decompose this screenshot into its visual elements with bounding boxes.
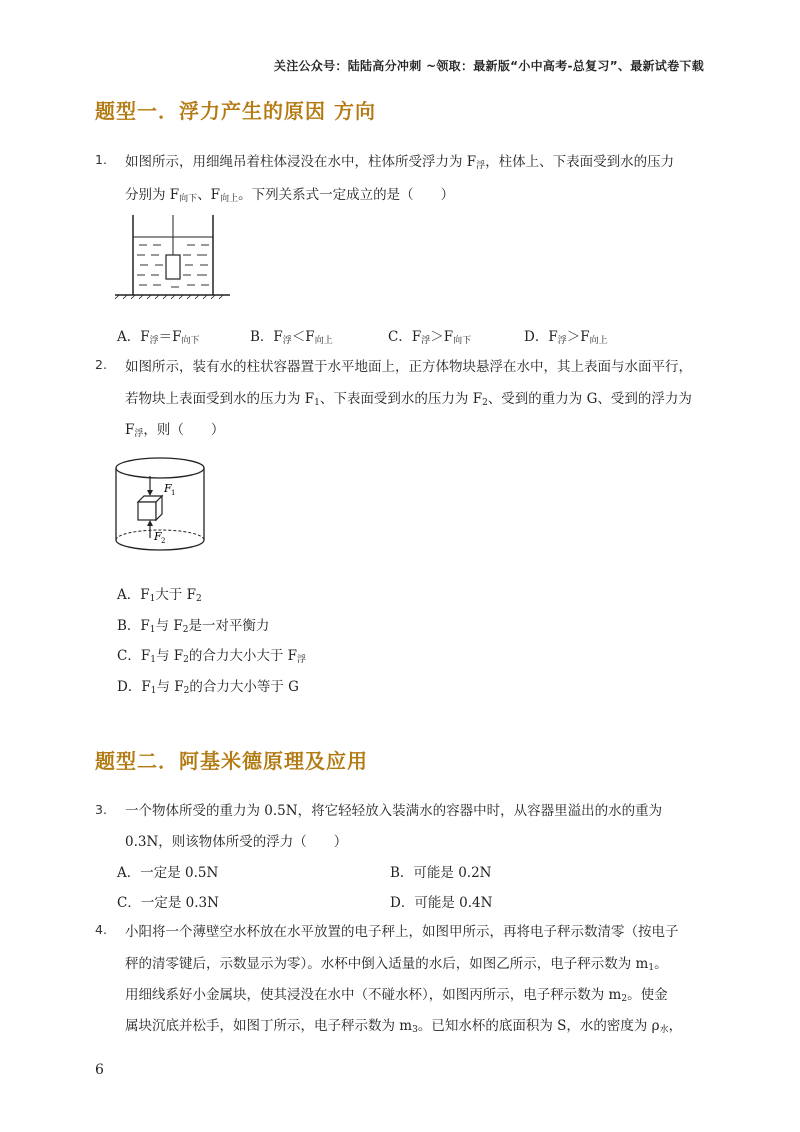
label-f2: F bbox=[154, 530, 162, 543]
label-f1: F bbox=[164, 482, 172, 495]
question-2-line-2: 若物块上表面受到水的压力为 $F_1$、下表面受到水的压力为 $F_2$、受到的重力为 G、受到的浮力为 bbox=[125, 391, 692, 408]
question-number: 4. bbox=[95, 922, 107, 937]
question-4-line-2: 秤的清零键后，示数显示为零）。水杯中倒入适量的水后，如图乙所示，电子秤示数为 $m_1$。 bbox=[125, 956, 668, 973]
question-3-line-2: 0.3N，则该物体所受的浮力（ ） bbox=[125, 834, 348, 850]
question-number: 2. bbox=[95, 357, 107, 372]
question-1-line-2: 分别为 $F_{向下}$、$F_{向上}$。下列关系式一定成立的是（ ） bbox=[125, 187, 455, 204]
label-f2-sub: 2 bbox=[161, 537, 166, 545]
q2-option-c[interactable]: C．$F_1$与 $F_2$的合力大小大于 $F_浮$ bbox=[117, 648, 307, 665]
section-title-2: 题型二．阿基米德原理及应用 bbox=[95, 749, 368, 773]
q1-option-c[interactable]: C．$F_浮>F_{向下}$ bbox=[388, 329, 472, 346]
q3-option-b[interactable]: B．可能是 0.2N bbox=[390, 865, 492, 881]
q2-option-a[interactable]: A．$F_1$大于 $F_2$ bbox=[117, 587, 202, 604]
question-4-line-3: 用细线系好小金属块，使其浸没在水中（不碰水杯），如图丙所示，电子秤示数为 $m_2$。使金 bbox=[125, 987, 668, 1004]
question-3-line-1: 一个物体所受的重力为 0.5N，将它轻轻放入装满水的容器中时，从容器里溢出的水的重为 bbox=[125, 803, 663, 819]
q1-option-d[interactable]: D．$F_浮>F_{向上}$ bbox=[524, 329, 608, 346]
page-number: 6 bbox=[95, 1062, 104, 1078]
q2-figure-cylinder-with-cube bbox=[110, 446, 210, 556]
page-header: 关注公众号：陆陆高分冲刺 ~领取：最新版“小中高考-总复习”、最新试卷下载 bbox=[273, 59, 704, 73]
q1-option-b[interactable]: B．$F_浮<F_{向上}$ bbox=[250, 329, 333, 346]
q2-option-b[interactable]: B．$F_1$与 $F_2$是一对平衡力 bbox=[117, 618, 270, 635]
q1-option-a[interactable]: A．$F_浮=F_{向下}$ bbox=[117, 329, 200, 346]
question-2-line-1: 如图所示，装有水的柱状容器置于水平地面上，正方体物块悬浮在水中，其上表面与水面平行， bbox=[125, 359, 692, 375]
question-4-line-1: 小阳将一个薄壁空水杯放在水平放置的电子秤上，如图甲所示，再将电子秤示数清零（按电子 bbox=[125, 924, 679, 940]
question-1-line-1: 如图所示，用细绳吊着柱体浸没在水中，柱体所受浮力为 $F_浮$，柱体上、下表面受到水的压力 bbox=[125, 154, 675, 171]
q3-option-d[interactable]: D．可能是 0.4N bbox=[390, 895, 493, 911]
section-title-1: 题型一．浮力产生的原因 方向 bbox=[95, 99, 376, 123]
question-2-line-3: $F_浮$，则（ ） bbox=[125, 422, 225, 439]
question-4-line-4: 属块沉底并松手，如图丁所示，电子秤示数为 $m_3$。已知水杯的底面积为 S，水的密度为 $\rho_水$， bbox=[125, 1018, 683, 1035]
question-number: 3. bbox=[95, 802, 107, 817]
q1-figure-container-with-column bbox=[115, 215, 235, 300]
q2-option-d[interactable]: D．$F_1$与 $F_2$的合力大小等于 G bbox=[117, 679, 299, 696]
q3-option-c[interactable]: C．一定是 0.3N bbox=[117, 895, 219, 911]
label-f1-sub: 1 bbox=[171, 489, 176, 497]
question-number: 1. bbox=[95, 152, 107, 167]
q3-option-a[interactable]: A．一定是 0.5N bbox=[117, 865, 219, 881]
